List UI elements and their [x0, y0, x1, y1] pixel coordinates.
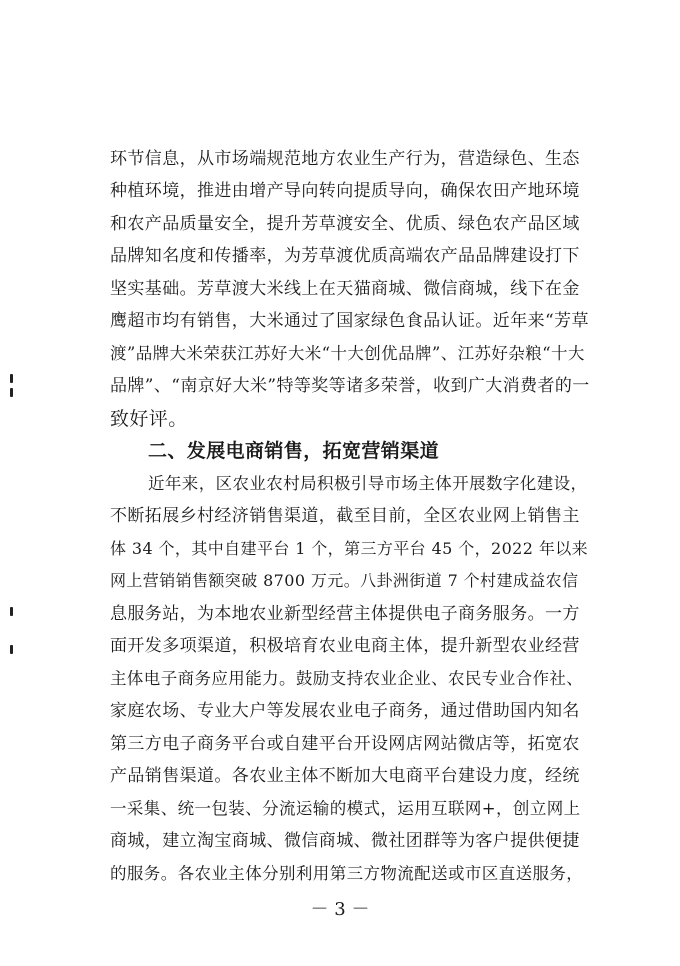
- section-heading: 二、发展电商销售，拓宽营销渠道: [148, 440, 440, 462]
- paragraph-line: 坚实基础。芳草渡大米线上在天猫商城、微信商城，线下在金: [110, 279, 580, 299]
- paragraph-line: 主体电子商务应用能力。鼓励支持农业企业、农民专业合作社、: [110, 669, 584, 688]
- paragraph-line: 不断拓展乡村经济销售渠道，截至目前，全区农业网上销售主: [110, 506, 580, 526]
- paragraph-line: 近年来，区农业农村局积极引导市场主体开展数字化建设，: [148, 474, 588, 493]
- paragraph-line: 第三方电子商务平台或自建平台开设网店网站微店等，拓宽农: [110, 734, 580, 754]
- paragraph-line: 家庭农场、专业大户等发展农业电子商务，通过借助国内知名: [110, 701, 580, 721]
- paragraph-line: 体 34 个，其中自建平台 1 个，第三方平台 45 个，2022 年以来: [110, 539, 589, 558]
- paragraph-line: 面开发多项渠道，积极培育农业电商主体，提升新型农业经营: [110, 636, 580, 656]
- page-number: － 3 －: [310, 899, 370, 920]
- paragraph-line: 和农产品质量安全，提升芳草渡安全、优质、绿色农产品区域: [110, 214, 580, 234]
- binding-mark: [10, 607, 13, 616]
- paragraph-line: 网上营销销售额突破 8700 万元。八卦洲街道 7 个村建成益农信: [110, 571, 579, 590]
- binding-mark: [10, 374, 13, 383]
- paragraph-line: 的服务。各农业主体分别利用第三方物流配送或市区直送服务，: [110, 864, 584, 883]
- paragraph-line: 产品销售渠道。各农业主体不断加大电商平台建设力度，经统: [110, 766, 580, 786]
- paragraph-line: 渡”品牌大米荣获江苏好大米“十大创优品牌”、江苏好杂粮“十大: [110, 344, 585, 363]
- paragraph-line: 鹰超市均有销售，大米通过了国家绿色食品认证。近年来“芳草: [110, 311, 589, 331]
- paragraph-line: 环节信息，从市场端规范地方农业生产行为，营造绿色、生态: [110, 149, 580, 169]
- paragraph-line: 一采集、统一包装、分流运输的模式，运用互联网+，创立网上: [110, 799, 581, 818]
- paragraph-line: 致好评。: [110, 408, 188, 430]
- paragraph-line: 种植环境，推进由增产导向转向提质导向，确保农田产地环境: [110, 181, 580, 201]
- binding-mark: [10, 645, 13, 654]
- paragraph-line: 品牌知名度和传播率，为芳草渡优质高端农产品品牌建设打下: [110, 246, 580, 266]
- paragraph-line: 息服务站，为本地农业新型经营主体提供电子商务服务。一方: [110, 604, 580, 624]
- paragraph-line: 商城，建立淘宝商城、微信商城、微社团群等为客户提供便捷: [110, 831, 580, 851]
- paragraph-line: 品牌”、“南京好大米”特等奖等诸多荣誉，收到广大消费者的一: [110, 376, 590, 396]
- binding-mark: [10, 388, 13, 397]
